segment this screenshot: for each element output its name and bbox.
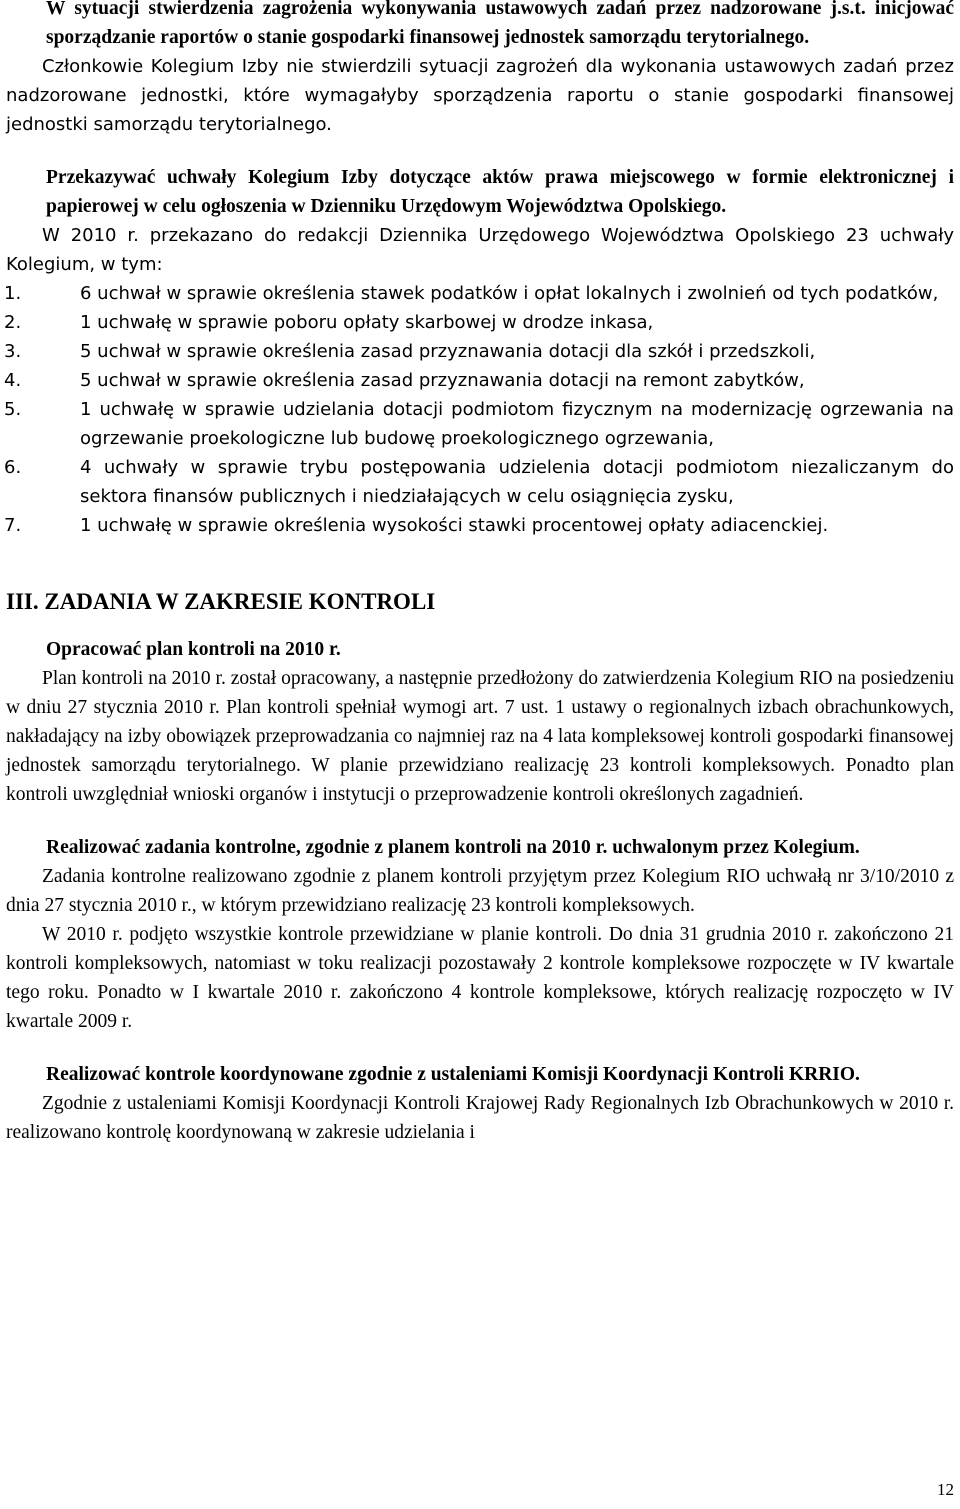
list-item-text: 1 uchwałę w sprawie poboru opłaty skarbowej w drodze inkasa, bbox=[80, 312, 654, 333]
list-item-number: 1. bbox=[4, 283, 22, 304]
page-number: 12 bbox=[937, 1480, 954, 1499]
point-2-heading bbox=[6, 833, 954, 862]
list-item-text: 1 uchwałę w sprawie określenia wysokości stawki procentowej opłaty adiacenckiej. bbox=[80, 515, 829, 536]
point-1-number bbox=[6, 635, 46, 664]
section-18-number bbox=[6, 163, 46, 192]
list-item-number: 6. bbox=[4, 457, 22, 478]
section-17-heading-text: W sytuacji stwierdzenia zagrożenia wykonywania ustawowych zadań przez nadzorowane j.s.t. inicjować sporządzanie raportów o stanie gospodarki finansowej jednostek samorządu terytorialnego. bbox=[46, 0, 954, 48]
section-17-body: Członkowie Kolegium Izby nie stwierdzili sytuacji zagrożeń dla wykonania ustawowych zadań przez nadzorowane jednostki, które wymagałyby sporządzenia raportu o stanie gospodarki finansowej jednostki samorządu terytorialnego. bbox=[6, 56, 954, 135]
point-3-body: Zgodnie z ustaleniami Komisji Koordynacji Kontroli Krajowej Rady Regionalnych Izb Obrachunkowych w 2010 r. realizowano kontrolę koordynowaną w zakresie udzielania i bbox=[6, 1093, 954, 1143]
list-item-number: 7. bbox=[4, 515, 22, 536]
document-page bbox=[6, 0, 954, 1147]
point-2-body-2: W 2010 r. podjęto wszystkie kontrole przewidziane w planie kontroli. Do dnia 31 grudnia 2010 r. zakończono 21 kontroli kompleksowych, natomiast w toku realizacji pozostawały 2 kontrole kompleksowe rozpoczęte w IV kwartale tego roku. Ponadto w I kwartale 2010 r. zakończono 4 kontrole kompleksowe, których realizację rozpoczęto w IV kwartale 2009 r. bbox=[6, 924, 954, 1032]
list-item bbox=[6, 395, 954, 453]
list-item-number: 2. bbox=[4, 312, 22, 333]
point-1-heading bbox=[6, 635, 954, 664]
list-item bbox=[6, 279, 954, 308]
point-2-heading-text: Realizować zadania kontrolne, zgodnie z planem kontroli na 2010 r. uchwalonym przez Kolegium. bbox=[46, 837, 860, 858]
point-3-heading-text: Realizować kontrole koordynowane zgodnie z ustaleniami Komisji Koordynacji Kontroli KRRIO. bbox=[46, 1064, 860, 1085]
list-item-text: 4 uchwały w sprawie trybu postępowania udzielenia dotacji podmiotom niezaliczanym do sektora finansów publicznych i niedziałających w celu osiągnięcia zysku, bbox=[80, 457, 954, 507]
list-item bbox=[6, 308, 954, 337]
list-item-text: 1 uchwałę w sprawie udzielania dotacji podmiotom fizycznym na modernizację ogrzewania na ogrzewanie proekologiczne lub budowę proekologicznego ogrzewania, bbox=[80, 399, 954, 449]
list-item-number: 4. bbox=[4, 370, 22, 391]
list-item bbox=[6, 511, 954, 540]
section-17-number bbox=[6, 0, 46, 23]
point-1-heading-text: Opracować plan kontroli na 2010 r. bbox=[46, 639, 341, 660]
point-2-body-1: Zadania kontrolne realizowano zgodnie z planem kontroli przyjętym przez Kolegium RIO uchwałą nr 3/10/2010 z dnia 27 stycznia 2010 r., w którym przewidziano realizację 23 kontroli kompleksowych. bbox=[6, 866, 954, 916]
list-item bbox=[6, 337, 954, 366]
section-18-heading bbox=[6, 163, 954, 221]
list-item-text: 5 uchwał w sprawie określenia zasad przyznawania dotacji na remont zabytków, bbox=[80, 370, 805, 391]
list-item-number: 3. bbox=[4, 341, 22, 362]
section-18-heading-text: Przekazywać uchwały Kolegium Izby dotyczące aktów prawa miejscowego w formie elektronicznej i papierowej w celu ogłoszenia w Dzienniku Urzędowym Województwa Opolskiego. bbox=[46, 167, 954, 217]
list-item-text: 6 uchwał w sprawie określenia stawek podatków i opłat lokalnych i zwolnień od tych podatków, bbox=[80, 283, 939, 304]
list-item-number: 5. bbox=[4, 399, 22, 420]
list-item bbox=[6, 453, 954, 511]
point-3-heading bbox=[6, 1060, 954, 1089]
list-item-text: 5 uchwał w sprawie określenia zasad przyznawania dotacji dla szkół i przedszkoli, bbox=[80, 341, 816, 362]
resolutions-list bbox=[6, 279, 954, 540]
section-18-intro: W 2010 r. przekazano do redakcji Dziennika Urzędowego Województwa Opolskiego 23 uchwały Kolegium, w tym: bbox=[6, 225, 954, 275]
point-1-body: Plan kontroli na 2010 r. został opracowany, a następnie przedłożony do zatwierdzenia Kolegium RIO na posiedzeniu w dniu 27 stycznia 2010 r. Plan kontroli spełniał wymogi art. 7 ust. 1 ustawy o regionalnych izbach obrachunkowych, nakładający na izby obowiązek przeprowadzania co najmniej raz na 4 lata kompleksowej kontroli gospodarki finansowej jednostek samorządu terytorialnego. W planie przewidziano realizację 23 kontroli kompleksowych. Ponadto plan kontroli uwzględniał wnioski organów i instytucji o przeprowadzenie kontroli określonych zagadnień. bbox=[6, 668, 954, 805]
list-item bbox=[6, 366, 954, 395]
point-3-number bbox=[6, 1060, 46, 1089]
section-17-heading bbox=[6, 0, 954, 52]
section-iii-title: III. ZADANIA W ZAKRESIE KONTROLI bbox=[6, 589, 436, 614]
point-2-number bbox=[6, 833, 46, 862]
